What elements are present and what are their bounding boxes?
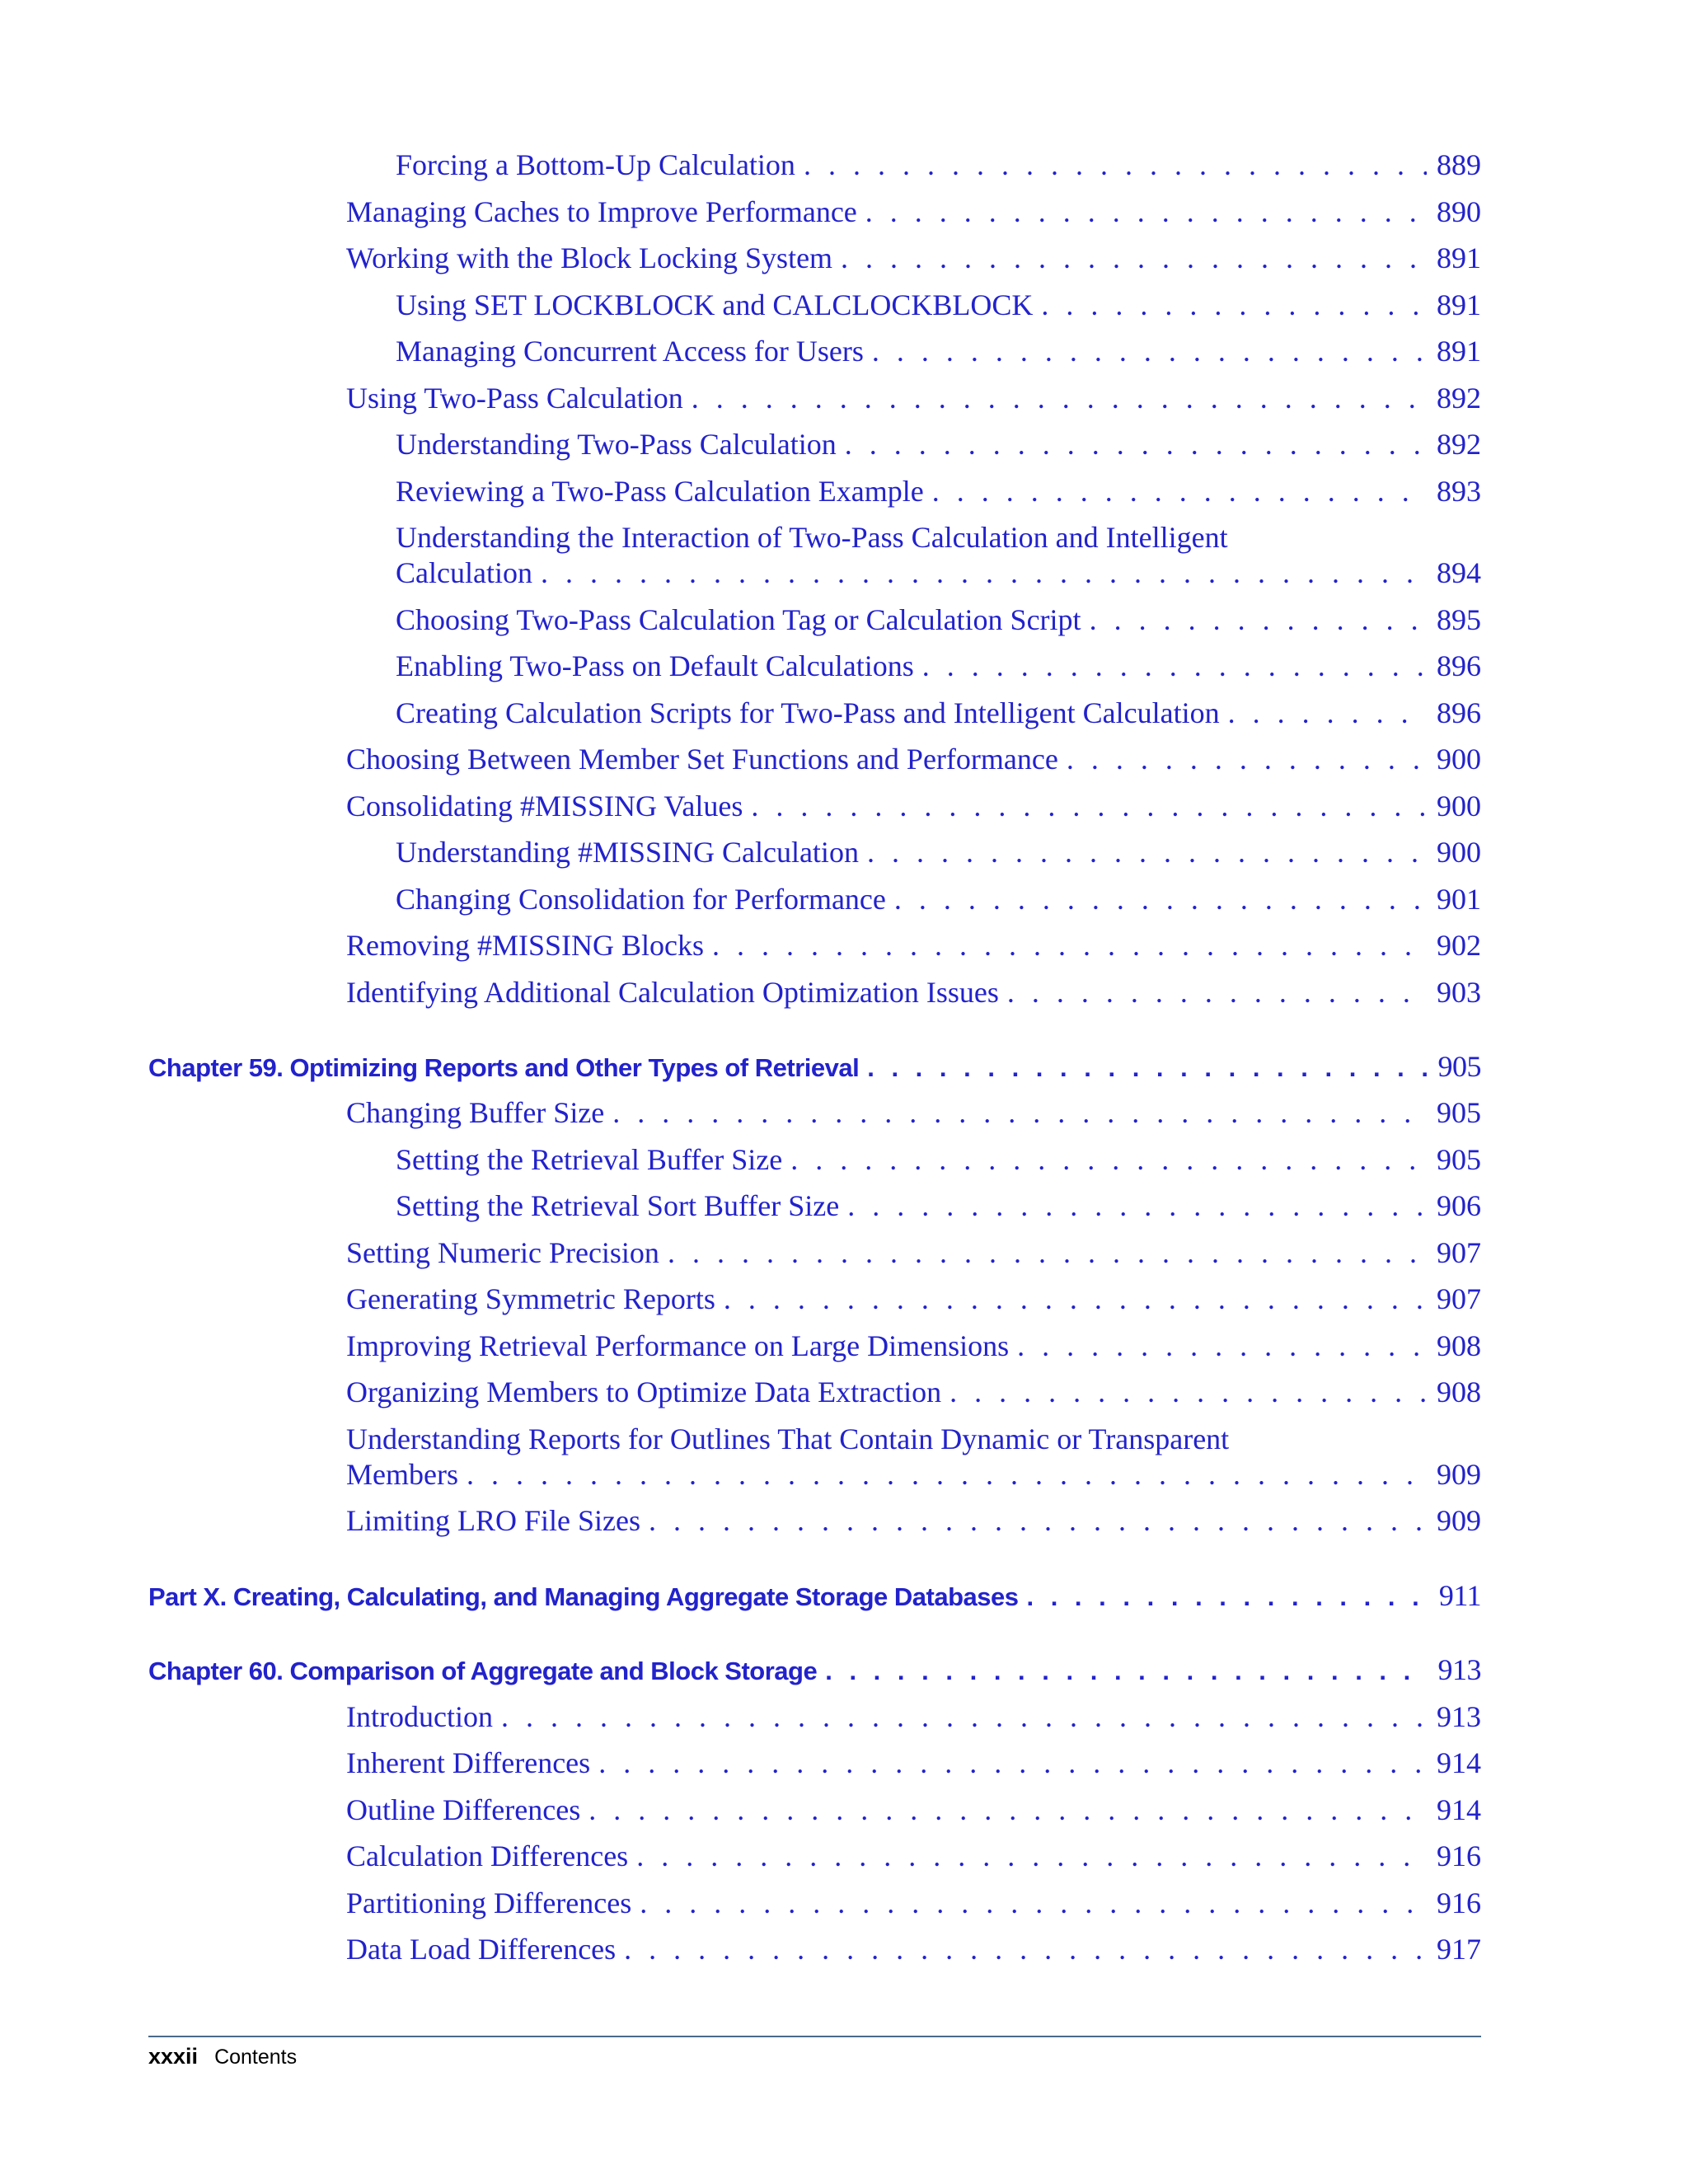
toc-entry-page: 907 [1437,1236,1481,1269]
toc-entry-title: Calculation [396,556,532,589]
toc-entry[interactable] [396,147,1481,183]
dot-leader [751,788,1427,824]
toc-entry-page: 900 [1437,790,1481,823]
toc-entry-page: 905 [1437,1050,1481,1083]
toc-chapter-title: Chapter 60. Comparison of Aggregate and Block Storage [148,1657,818,1685]
dot-leader [804,147,1427,183]
toc-entry[interactable] [346,1792,1481,1828]
dot-leader [501,1699,1427,1735]
dot-leader [712,927,1427,963]
dot-leader [541,555,1427,591]
dot-leader [624,1931,1427,1967]
toc-entry-title: Generating Symmetric Reports [346,1282,715,1315]
dot-leader [825,1653,1427,1690]
toc-entry[interactable] [396,1188,1481,1224]
dot-leader [724,1281,1427,1317]
toc-entry-page: 916 [1437,1886,1481,1919]
toc-entry-title: Managing Caches to Improve Performance [346,195,857,228]
footer-divider [148,2036,1481,2037]
toc-entry-title: Calculation Differences [346,1840,629,1872]
toc-entry[interactable] [396,333,1481,369]
toc-entry[interactable] [346,788,1481,824]
toc-entry-title: Changing Buffer Size [346,1096,605,1129]
dot-leader [588,1792,1427,1828]
toc-entry-page: 909 [1437,1504,1481,1537]
toc-entry[interactable] [346,1281,1481,1317]
toc-entry[interactable] [346,1699,1481,1735]
toc-entry-page: 896 [1437,649,1481,682]
toc-entry-page: 895 [1437,603,1481,636]
toc-part-title: Part X. Creating, Calculating, and Managing Aggregate Storage Databases [148,1582,1019,1611]
toc-entry-title: Understanding #MISSING Calculation [396,836,859,869]
toc-entry-title: Removing #MISSING Blocks [346,929,705,962]
toc-entry-page: 901 [1437,883,1481,916]
toc-entry[interactable] [396,834,1481,870]
toc-entry-title: Managing Concurrent Access for Users [396,335,864,368]
dot-leader [1067,741,1427,777]
toc-entry[interactable] [396,473,1481,509]
toc-entry-page: 892 [1437,382,1481,415]
toc-entry[interactable] [346,1235,1481,1271]
toc-entry[interactable] [346,741,1481,777]
toc-entry-page: 914 [1437,1793,1481,1826]
toc-entry-title: Identifying Additional Calculation Optimization Issues [346,976,999,1009]
toc-entry-title: Working with the Block Locking System [346,241,833,274]
toc-entry-page: 896 [1437,696,1481,729]
toc-entry-title: Setting Numeric Precision [346,1236,659,1269]
toc-entry-page: 917 [1437,1933,1481,1966]
toc-entry-title: Creating Calculation Scripts for Two-Pass and Intelligent Calculation [396,696,1220,729]
toc-entry-title: Data Load Differences [346,1933,617,1966]
toc-entry[interactable] [346,974,1481,1010]
toc-entry-page: 891 [1437,335,1481,368]
toc-entry-page: 906 [1437,1189,1481,1222]
toc-entry-page: 892 [1437,428,1481,461]
toc-entry-title: Enabling Two-Pass on Default Calculations [396,649,914,682]
toc-entry-page: 891 [1437,241,1481,274]
toc-entry[interactable] [396,1141,1481,1178]
toc-entry[interactable] [346,1328,1481,1364]
dot-leader [847,1188,1427,1224]
toc-entry-title: Limiting LRO File Sizes [346,1504,640,1537]
dot-leader [867,1050,1427,1086]
toc-entry[interactable] [346,1374,1481,1410]
dot-leader [894,881,1427,917]
toc-entry-page: 903 [1437,976,1481,1009]
toc-entry-title: Setting the Retrieval Sort Buffer Size [396,1189,840,1222]
toc-entry-page: 913 [1437,1653,1481,1686]
toc-chapter-heading[interactable] [148,1652,1481,1690]
toc-entry-title: Forcing a Bottom-Up Calculation [396,148,795,181]
dot-leader [932,473,1427,509]
toc-entry[interactable] [396,695,1481,731]
toc-entry[interactable] [346,194,1481,230]
toc-entry-page: 894 [1437,556,1481,589]
dot-leader [649,1502,1427,1539]
toc-entry[interactable] [346,1931,1481,1967]
toc-entry[interactable] [346,240,1481,276]
dot-leader [1041,287,1427,323]
dot-leader [1007,974,1427,1010]
toc-entry-title: Using Two-Pass Calculation [346,382,683,415]
toc-entry[interactable] [346,1885,1481,1921]
toc-entry[interactable] [396,881,1481,917]
toc-entry-page: 908 [1437,1329,1481,1362]
toc-entry-title: Choosing Between Member Set Functions and Performance [346,743,1058,776]
toc-entry[interactable] [346,1456,1481,1493]
toc-entry-title: Outline Differences [346,1793,581,1826]
toc-entry-page: 911 [1438,1579,1481,1612]
footer-section-label: Contents [214,2046,298,2069]
toc-entry[interactable] [396,287,1481,323]
toc-entry-title: Inherent Differences [346,1746,591,1779]
toc-entry-title-line1[interactable]: Understanding the Interaction of Two-Pass Calculation and Intelligent [396,521,1228,554]
dot-leader [668,1235,1427,1271]
dot-leader [922,648,1427,684]
toc-entry-title: Introduction [346,1700,493,1733]
toc-entry-page: 900 [1437,836,1481,869]
toc-entry-page: 913 [1437,1700,1481,1733]
toc-entry-page: 908 [1437,1376,1481,1408]
toc-entry[interactable] [346,927,1481,963]
toc-entry-title: Understanding Two-Pass Calculation [396,428,837,461]
toc-entry-page: 907 [1437,1282,1481,1315]
dot-leader [872,333,1427,369]
toc-entry-title: Changing Consolidation for Performance [396,883,886,916]
dot-leader [790,1141,1427,1178]
dot-leader [612,1094,1427,1131]
dot-leader [841,240,1427,276]
toc-entry[interactable] [346,380,1481,416]
toc-entry[interactable] [396,426,1481,462]
toc-entry[interactable] [396,602,1481,638]
dot-leader [467,1456,1427,1493]
toc-entry-title: Members [346,1458,458,1491]
toc-entry-title-line1[interactable]: Understanding Reports for Outlines That Contain Dynamic or Transparent [346,1422,1230,1455]
toc-entry-page: 909 [1437,1458,1481,1491]
page-footer [148,2044,297,2069]
toc-entry-page: 889 [1437,148,1481,181]
toc-entry-page: 914 [1437,1746,1481,1779]
toc-entry[interactable] [396,555,1481,591]
dot-leader [865,194,1427,230]
toc-entry-title: Reviewing a Two-Pass Calculation Example [396,475,924,508]
toc-entry[interactable] [346,1094,1481,1131]
dot-leader [1017,1328,1427,1364]
toc-entry-page: 893 [1437,475,1481,508]
toc-entry-page: 916 [1437,1840,1481,1872]
dot-leader [640,1885,1427,1921]
footer-page-number: xxxii [148,2044,199,2069]
toc-chapter-heading[interactable] [148,1048,1481,1086]
dot-leader [598,1745,1427,1781]
dot-leader [845,426,1427,462]
toc-entry-title: Using SET LOCKBLOCK and CALCLOCKBLOCK [396,288,1034,321]
dot-leader [692,380,1427,416]
toc-entry-title: Consolidating #MISSING Values [346,790,743,823]
toc-entry[interactable] [396,648,1481,684]
toc-entry-title: Setting the Retrieval Buffer Size [396,1143,783,1176]
dot-leader [1090,602,1427,638]
dot-leader [636,1838,1427,1874]
dot-leader [950,1374,1427,1410]
toc-entry-title: Organizing Members to Optimize Data Extraction [346,1376,942,1408]
toc-entry-page: 890 [1437,195,1481,228]
toc-entry-page: 902 [1437,929,1481,962]
toc-entry-title: Improving Retrieval Performance on Large Dimensions [346,1329,1010,1362]
toc-entry-title: Partitioning Differences [346,1886,632,1919]
toc-chapter-title: Chapter 59. Optimizing Reports and Other Types of Retrieval [148,1053,860,1082]
toc-part-heading[interactable] [148,1577,1481,1615]
toc-entry[interactable] [346,1745,1481,1781]
toc-entry-page: 891 [1437,288,1481,321]
dot-leader [1228,695,1427,731]
toc-entry[interactable] [346,1502,1481,1539]
toc-entry-title: Choosing Two-Pass Calculation Tag or Calculation Script [396,603,1081,636]
toc-entry-page: 905 [1437,1096,1481,1129]
toc-entry[interactable] [346,1838,1481,1874]
toc-entry-page: 900 [1437,743,1481,776]
toc-entry-page: 905 [1437,1143,1481,1176]
dot-leader [1026,1579,1427,1615]
dot-leader [867,834,1427,870]
